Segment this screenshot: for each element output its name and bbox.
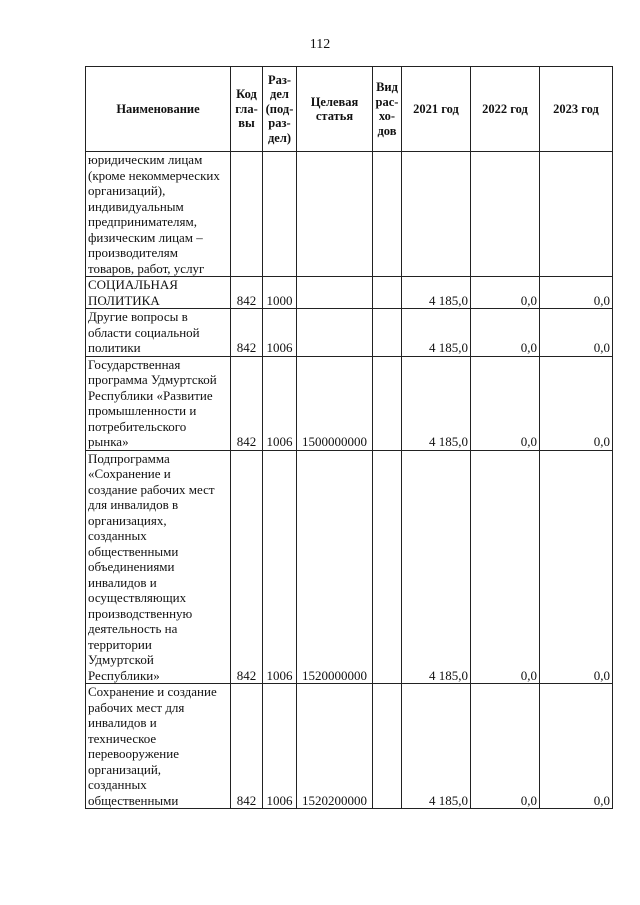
- row-chapter: 842: [231, 277, 263, 309]
- row-2023: [540, 152, 613, 277]
- row-2022: 0,0: [471, 309, 540, 357]
- row-2021: [402, 152, 471, 277]
- row-target: 1500000000: [297, 356, 373, 450]
- row-2023: 0,0: [540, 450, 613, 684]
- row-2021: 4 185,0: [402, 356, 471, 450]
- row-2022: 0,0: [471, 277, 540, 309]
- row-target: [297, 152, 373, 277]
- row-target: 1520200000: [297, 684, 373, 809]
- header-year-2021: 2021 год: [402, 67, 471, 152]
- row-2022: 0,0: [471, 684, 540, 809]
- header-name: Наименование: [86, 67, 231, 152]
- row-2022: 0,0: [471, 356, 540, 450]
- header-row: [86, 67, 613, 152]
- header-target-article: Целевая статья: [297, 67, 373, 152]
- header-section: Раз- дел (под- раз- дел): [263, 67, 297, 152]
- row-section: 1006: [263, 450, 297, 684]
- row-name: юридическим лицам (кроме некоммерческих организаций), индивидуальным предпринимателям, физическим лицам – производителям товаров, работ, услуг: [86, 152, 231, 277]
- row-2022: [471, 152, 540, 277]
- header-year-2022: 2022 год: [471, 67, 540, 152]
- row-2022: 0,0: [471, 450, 540, 684]
- row-target: [297, 277, 373, 309]
- row-name: Другие вопросы в области социальной политики: [86, 309, 231, 357]
- row-2021: 4 185,0: [402, 684, 471, 809]
- row-2021: 4 185,0: [402, 277, 471, 309]
- row-chapter: [231, 152, 263, 277]
- row-expense: [373, 309, 402, 357]
- row-name: Подпрограмма «Сохранение и создание рабочих мест для инвалидов в организациях, созданных общественными объединениями инвалидов и осуществляющих производственную деятельность на территории Удмуртской Республики»: [86, 450, 231, 684]
- row-2021: 4 185,0: [402, 450, 471, 684]
- header-chapter-code: Код гла- вы: [231, 67, 263, 152]
- table-row: [86, 356, 613, 450]
- budget-table: [85, 66, 613, 809]
- table-row: [86, 277, 613, 309]
- row-chapter: 842: [231, 684, 263, 809]
- row-2023: 0,0: [540, 277, 613, 309]
- row-expense: [373, 277, 402, 309]
- row-section: 1000: [263, 277, 297, 309]
- row-target: [297, 309, 373, 357]
- row-expense: [373, 152, 402, 277]
- row-2023: 0,0: [540, 684, 613, 809]
- header-year-2023: 2023 год: [540, 67, 613, 152]
- row-section: 1006: [263, 684, 297, 809]
- table-row: [86, 152, 613, 277]
- row-expense: [373, 684, 402, 809]
- row-chapter: 842: [231, 450, 263, 684]
- row-2021: 4 185,0: [402, 309, 471, 357]
- row-name: СОЦИАЛЬНАЯ ПОЛИТИКА: [86, 277, 231, 309]
- header-expense-type: Вид рас- хо- дов: [373, 67, 402, 152]
- table-row: [86, 684, 613, 809]
- row-chapter: 842: [231, 356, 263, 450]
- row-name: Государственная программа Удмуртской Республики «Развитие промышленности и потребительского рынка»: [86, 356, 231, 450]
- row-section: 1006: [263, 309, 297, 357]
- table-row: [86, 450, 613, 684]
- row-section: [263, 152, 297, 277]
- row-expense: [373, 450, 402, 684]
- row-2023: 0,0: [540, 309, 613, 357]
- row-target: 1520000000: [297, 450, 373, 684]
- page-number: 112: [309, 37, 331, 52]
- row-expense: [373, 356, 402, 450]
- row-name: Сохранение и создание рабочих мест для инвалидов и техническое перевооружение организаций, созданных общественными: [86, 684, 231, 809]
- table-row: [86, 309, 613, 357]
- row-section: 1006: [263, 356, 297, 450]
- row-2023: 0,0: [540, 356, 613, 450]
- row-chapter: 842: [231, 309, 263, 357]
